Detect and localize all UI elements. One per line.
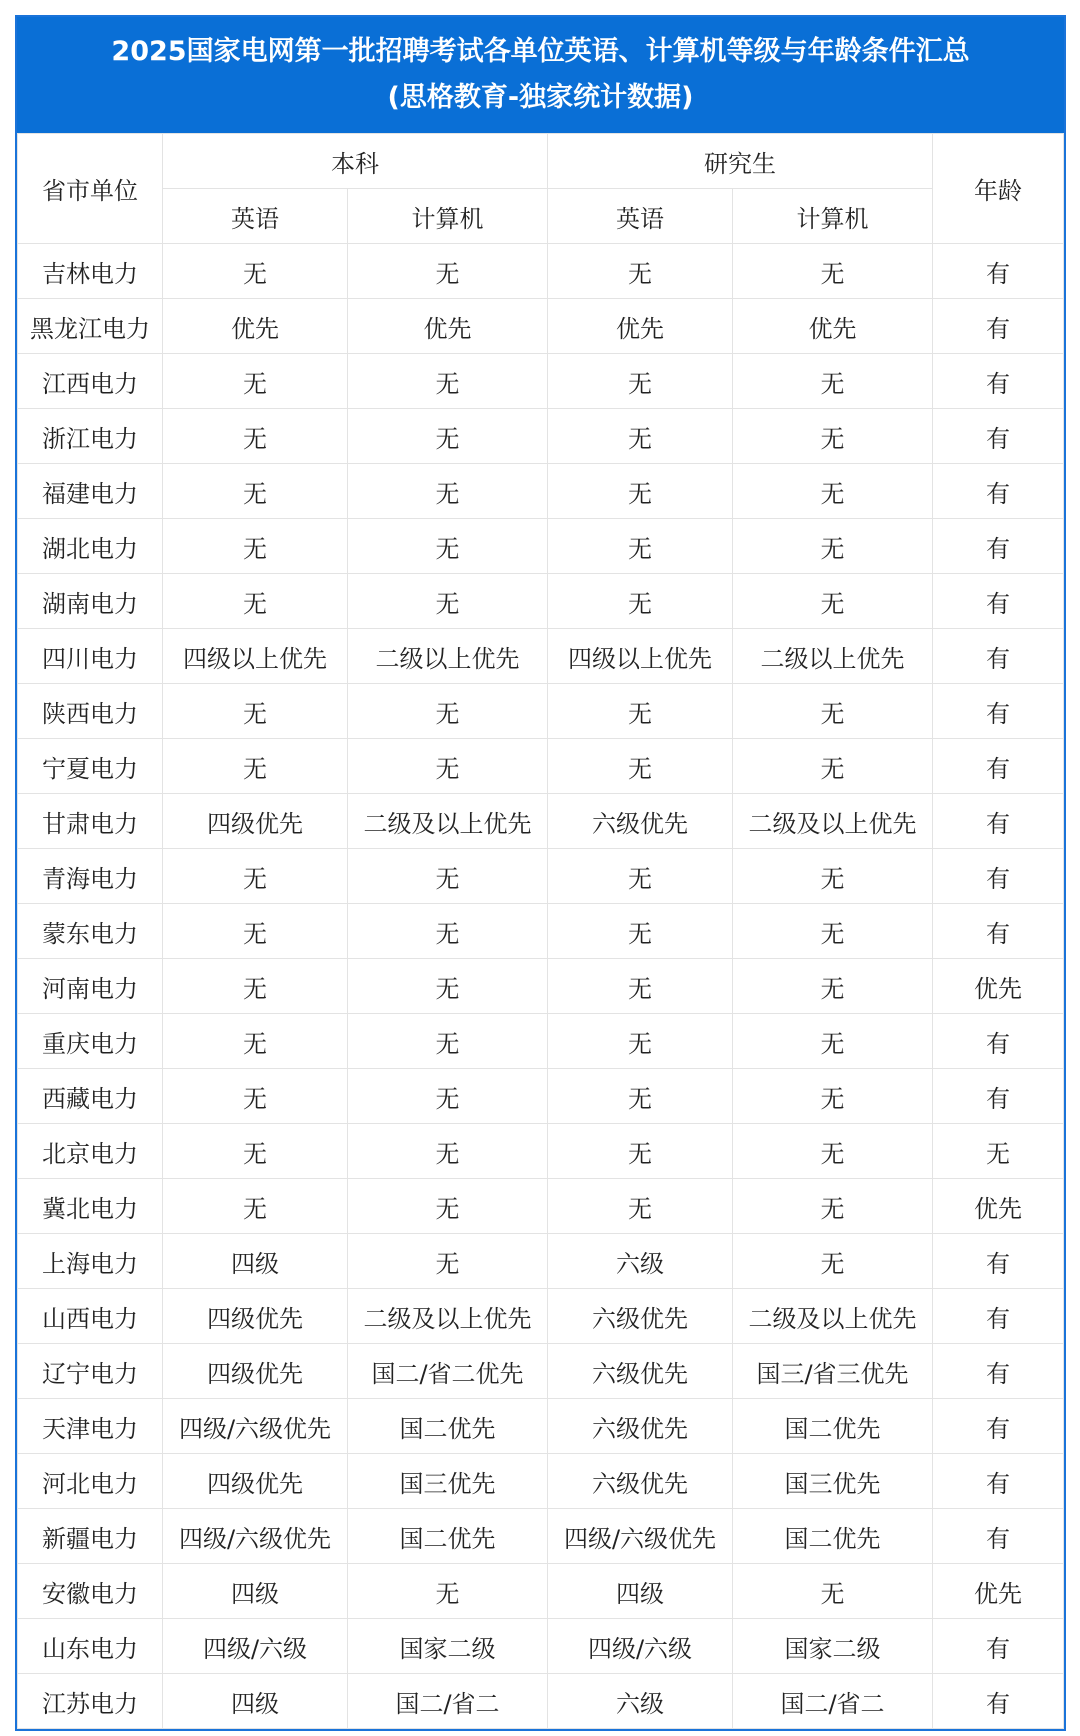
cell-graduate-computer: 二级以上优先: [733, 629, 933, 684]
cell-graduate-computer: 国三优先: [733, 1454, 933, 1509]
cell-unit: 冀北电力: [18, 1179, 163, 1234]
cell-graduate-english: 六级优先: [548, 794, 733, 849]
cell-unit: 辽宁电力: [18, 1344, 163, 1399]
cell-bachelor-computer: 无: [348, 684, 548, 739]
cell-unit: 河北电力: [18, 1454, 163, 1509]
cell-graduate-english: 无: [548, 574, 733, 629]
cell-bachelor-computer: 无: [348, 959, 548, 1014]
cell-unit: 重庆电力: [18, 1014, 163, 1069]
cell-bachelor-computer: 无: [348, 409, 548, 464]
cell-age: 有: [933, 1234, 1064, 1289]
cell-age: 有: [933, 354, 1064, 409]
cell-age: 有: [933, 794, 1064, 849]
cell-age: 有: [933, 1454, 1064, 1509]
header-bachelor: 本科: [163, 134, 548, 189]
header-bachelor-english: 英语: [163, 189, 348, 244]
cell-graduate-computer: 国三/省三优先: [733, 1344, 933, 1399]
cell-graduate-computer: 无: [733, 1069, 933, 1124]
cell-bachelor-computer: 国二优先: [348, 1509, 548, 1564]
cell-graduate-english: 四级/六级优先: [548, 1509, 733, 1564]
table-row: [18, 1564, 1064, 1619]
cell-bachelor-english: 无: [163, 1179, 348, 1234]
cell-graduate-computer: 无: [733, 409, 933, 464]
table-row: [18, 1234, 1064, 1289]
cell-bachelor-computer: 优先: [348, 299, 548, 354]
cell-unit: 安徽电力: [18, 1564, 163, 1619]
cell-unit: 青海电力: [18, 849, 163, 904]
cell-bachelor-english: 优先: [163, 299, 348, 354]
cell-unit: 四川电力: [18, 629, 163, 684]
cell-unit: 吉林电力: [18, 244, 163, 299]
cell-bachelor-computer: 无: [348, 904, 548, 959]
cell-bachelor-english: 无: [163, 354, 348, 409]
table-title: [17, 17, 1064, 133]
cell-unit: 宁夏电力: [18, 739, 163, 794]
cell-bachelor-english: 四级优先: [163, 794, 348, 849]
cell-age: 有: [933, 1399, 1064, 1454]
cell-bachelor-english: 四级: [163, 1234, 348, 1289]
cell-bachelor-english: 四级优先: [163, 1344, 348, 1399]
cell-graduate-english: 四级/六级: [548, 1619, 733, 1674]
cell-graduate-computer: 无: [733, 354, 933, 409]
cell-graduate-computer: 国二优先: [733, 1399, 933, 1454]
cell-graduate-english: 无: [548, 1069, 733, 1124]
cell-bachelor-computer: 无: [348, 1124, 548, 1179]
cell-graduate-computer: 无: [733, 904, 933, 959]
cell-bachelor-computer: 无: [348, 354, 548, 409]
cell-graduate-computer: 无: [733, 574, 933, 629]
cell-age: 优先: [933, 1564, 1064, 1619]
cell-bachelor-english: 无: [163, 409, 348, 464]
table-row: [18, 1289, 1064, 1344]
cell-bachelor-computer: 无: [348, 574, 548, 629]
cell-bachelor-computer: 无: [348, 849, 548, 904]
cell-bachelor-computer: 国二优先: [348, 1399, 548, 1454]
cell-bachelor-computer: 国二/省二优先: [348, 1344, 548, 1399]
cell-graduate-computer: 国二优先: [733, 1509, 933, 1564]
cell-graduate-computer: 优先: [733, 299, 933, 354]
cell-graduate-english: 六级优先: [548, 1454, 733, 1509]
cell-bachelor-computer: 国三优先: [348, 1454, 548, 1509]
cell-unit: 新疆电力: [18, 1509, 163, 1564]
cell-graduate-english: 无: [548, 409, 733, 464]
cell-graduate-computer: 无: [733, 1014, 933, 1069]
table-row: [18, 1674, 1064, 1729]
cell-graduate-computer: 无: [733, 1564, 933, 1619]
cell-graduate-english: 优先: [548, 299, 733, 354]
cell-age: 有: [933, 1344, 1064, 1399]
cell-graduate-english: 无: [548, 959, 733, 1014]
cell-graduate-computer: 无: [733, 1124, 933, 1179]
cell-graduate-computer: 无: [733, 464, 933, 519]
cell-age: 有: [933, 574, 1064, 629]
cell-bachelor-english: 无: [163, 244, 348, 299]
cell-graduate-computer: 二级及以上优先: [733, 1289, 933, 1344]
table-row: [18, 1179, 1064, 1234]
cell-bachelor-english: 无: [163, 959, 348, 1014]
table-row: [18, 1509, 1064, 1564]
cell-graduate-english: 六级优先: [548, 1399, 733, 1454]
cell-graduate-computer: 无: [733, 244, 933, 299]
cell-graduate-computer: 无: [733, 684, 933, 739]
cell-bachelor-computer: 无: [348, 1014, 548, 1069]
cell-unit: 湖北电力: [18, 519, 163, 574]
cell-bachelor-computer: 二级以上优先: [348, 629, 548, 684]
table-row: [18, 629, 1064, 684]
cell-bachelor-computer: 无: [348, 739, 548, 794]
cell-bachelor-computer: 无: [348, 1564, 548, 1619]
table-row: [18, 1124, 1064, 1179]
cell-unit: 江苏电力: [18, 1674, 163, 1729]
cell-bachelor-computer: 二级及以上优先: [348, 1289, 548, 1344]
cell-age: 有: [933, 904, 1064, 959]
table-row: [18, 959, 1064, 1014]
cell-unit: 西藏电力: [18, 1069, 163, 1124]
cell-bachelor-english: 四级/六级优先: [163, 1509, 348, 1564]
cell-graduate-english: 无: [548, 849, 733, 904]
cell-unit: 甘肃电力: [18, 794, 163, 849]
cell-bachelor-computer: 无: [348, 519, 548, 574]
table-row: [18, 409, 1064, 464]
cell-age: 有: [933, 244, 1064, 299]
cell-age: 有: [933, 739, 1064, 794]
cell-bachelor-computer: 无: [348, 1179, 548, 1234]
cell-age: 有: [933, 1289, 1064, 1344]
cell-unit: 河南电力: [18, 959, 163, 1014]
table-row: [18, 354, 1064, 409]
cell-age: 有: [933, 1619, 1064, 1674]
cell-bachelor-english: 四级: [163, 1564, 348, 1619]
table-row: [18, 299, 1064, 354]
cell-graduate-english: 六级: [548, 1674, 733, 1729]
cell-graduate-english: 无: [548, 739, 733, 794]
cell-graduate-computer: 无: [733, 739, 933, 794]
cell-bachelor-english: 无: [163, 904, 348, 959]
cell-bachelor-english: 无: [163, 464, 348, 519]
table-row: [18, 1069, 1064, 1124]
table-row: [18, 1454, 1064, 1509]
table-row: [18, 904, 1064, 959]
cell-age: 有: [933, 519, 1064, 574]
header-graduate: 研究生: [548, 134, 933, 189]
header-graduate-computer: 计算机: [733, 189, 933, 244]
cell-unit: 蒙东电力: [18, 904, 163, 959]
cell-graduate-english: 无: [548, 354, 733, 409]
cell-graduate-english: 六级: [548, 1234, 733, 1289]
table-row: [18, 244, 1064, 299]
cell-unit: 山东电力: [18, 1619, 163, 1674]
cell-graduate-computer: 无: [733, 1234, 933, 1289]
cell-bachelor-english: 无: [163, 1124, 348, 1179]
cell-graduate-computer: 无: [733, 959, 933, 1014]
cell-bachelor-english: 无: [163, 739, 348, 794]
cell-unit: 陕西电力: [18, 684, 163, 739]
cell-bachelor-computer: 二级及以上优先: [348, 794, 548, 849]
cell-graduate-english: 无: [548, 1014, 733, 1069]
cell-age: 有: [933, 409, 1064, 464]
cell-graduate-computer: 无: [733, 1179, 933, 1234]
cell-age: 有: [933, 299, 1064, 354]
cell-graduate-computer: 二级及以上优先: [733, 794, 933, 849]
cell-unit: 浙江电力: [18, 409, 163, 464]
cell-graduate-english: 无: [548, 519, 733, 574]
cell-graduate-english: 六级优先: [548, 1289, 733, 1344]
cell-graduate-english: 无: [548, 244, 733, 299]
cell-graduate-english: 无: [548, 1124, 733, 1179]
cell-bachelor-english: 无: [163, 1014, 348, 1069]
cell-age: 有: [933, 629, 1064, 684]
cell-unit: 天津电力: [18, 1399, 163, 1454]
table-row: [18, 849, 1064, 904]
cell-bachelor-english: 无: [163, 519, 348, 574]
table-row: [18, 1399, 1064, 1454]
cell-bachelor-english: 四级优先: [163, 1454, 348, 1509]
cell-bachelor-english: 无: [163, 684, 348, 739]
cell-unit: 黑龙江电力: [18, 299, 163, 354]
cell-graduate-english: 无: [548, 684, 733, 739]
cell-graduate-computer: 无: [733, 849, 933, 904]
cell-bachelor-computer: 国二/省二: [348, 1674, 548, 1729]
cell-unit: 湖南电力: [18, 574, 163, 629]
cell-unit: 山西电力: [18, 1289, 163, 1344]
requirements-table: [17, 133, 1064, 1729]
cell-bachelor-english: 无: [163, 849, 348, 904]
header-bachelor-computer: 计算机: [348, 189, 548, 244]
cell-bachelor-english: 四级: [163, 1674, 348, 1729]
title-line-1: 2025国家电网第一批招聘考试各单位英语、计算机等级与年龄条件汇总: [111, 36, 970, 67]
table-row: [18, 739, 1064, 794]
cell-bachelor-computer: 无: [348, 1069, 548, 1124]
cell-graduate-english: 四级: [548, 1564, 733, 1619]
table-row: [18, 1344, 1064, 1399]
cell-bachelor-computer: 无: [348, 244, 548, 299]
table-row: [18, 464, 1064, 519]
cell-graduate-computer: 无: [733, 519, 933, 574]
cell-age: 有: [933, 684, 1064, 739]
cell-graduate-english: 无: [548, 1179, 733, 1234]
cell-graduate-english: 六级优先: [548, 1344, 733, 1399]
cell-graduate-computer: 国二/省二: [733, 1674, 933, 1729]
summary-table-card: [15, 15, 1066, 1731]
cell-bachelor-computer: 国家二级: [348, 1619, 548, 1674]
cell-graduate-english: 无: [548, 904, 733, 959]
cell-unit: 北京电力: [18, 1124, 163, 1179]
cell-bachelor-english: 四级/六级: [163, 1619, 348, 1674]
table-row: [18, 519, 1064, 574]
table-row: [18, 1014, 1064, 1069]
cell-age: 优先: [933, 1179, 1064, 1234]
table-row: [18, 794, 1064, 849]
cell-graduate-computer: 国家二级: [733, 1619, 933, 1674]
cell-age: 有: [933, 1674, 1064, 1729]
cell-age: 有: [933, 1069, 1064, 1124]
table-row: [18, 684, 1064, 739]
cell-bachelor-english: 四级/六级优先: [163, 1399, 348, 1454]
cell-graduate-english: 无: [548, 464, 733, 519]
table-row: [18, 1619, 1064, 1674]
cell-age: 有: [933, 1509, 1064, 1564]
cell-bachelor-computer: 无: [348, 464, 548, 519]
cell-bachelor-english: 四级以上优先: [163, 629, 348, 684]
header-graduate-english: 英语: [548, 189, 733, 244]
cell-age: 优先: [933, 959, 1064, 1014]
title-line-2: (思格教育-独家统计数据): [387, 82, 694, 113]
cell-age: 有: [933, 464, 1064, 519]
cell-bachelor-english: 无: [163, 574, 348, 629]
cell-age: 有: [933, 1014, 1064, 1069]
header-unit: 省市单位: [18, 134, 163, 244]
cell-age: 有: [933, 849, 1064, 904]
header-age: 年龄: [933, 134, 1064, 244]
cell-bachelor-computer: 无: [348, 1234, 548, 1289]
cell-graduate-english: 四级以上优先: [548, 629, 733, 684]
cell-unit: 上海电力: [18, 1234, 163, 1289]
cell-bachelor-english: 无: [163, 1069, 348, 1124]
table-row: [18, 574, 1064, 629]
cell-unit: 江西电力: [18, 354, 163, 409]
cell-unit: 福建电力: [18, 464, 163, 519]
cell-age: 无: [933, 1124, 1064, 1179]
cell-bachelor-english: 四级优先: [163, 1289, 348, 1344]
